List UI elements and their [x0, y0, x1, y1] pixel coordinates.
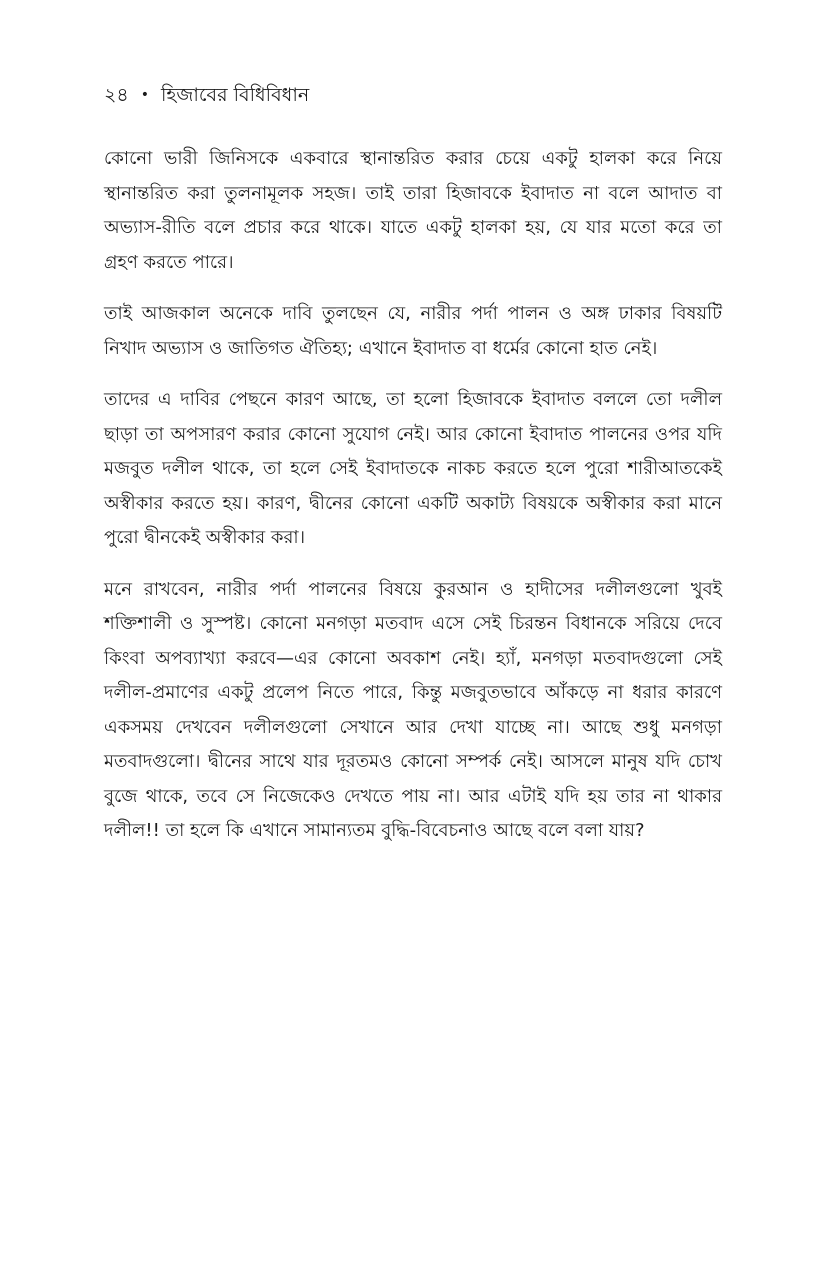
header-separator: • [140, 87, 149, 103]
running-head [104, 80, 309, 110]
paragraph-3: তাদের এ দাবির পেছনে কারণ আছে, তা হলো হিজাবকে ইবাদাত বললে তো দলীল ছাড়া তা অপসারণ করার কোনো সুযোগ নেই। আর কোনো ইবাদাত পালনের ওপর যদি মজবুত দলীল থাকে, তা হলে সেই ইবাদাতকে নাকচ করতে হলে পুরো শারীআতকেই অস্বীকার করতে হয়। কারণ, দ্বীনের কোনো একটি অকাট্য বিষয়কে অস্বীকার করা মানে পুরো দ্বীনকেই অস্বীকার করা। [104, 389, 722, 548]
body-text [104, 142, 722, 866]
paragraph-1: কোনো ভারী জিনিসকে একবারে স্থানান্তরিত করার চেয়ে একটু হালকা করে নিয়ে স্থানান্তরিত করা তুলনামূলক সহজ। তাই তারা হিজাবকে ইবাদাত না বলে আদাত বা অভ্যাস-রীতি বলে প্রচার করে থাকে। যাতে একটু হালকা হয়, যে যার মতো করে তা গ্রহণ করতে পারে। [104, 148, 722, 273]
paragraph-2: তাই আজকাল অনেকে দাবি তুলছেন যে, নারীর পর্দা পালন ও অঙ্গ ঢাকার বিষয়টি নিখাদ অভ্যাস ও জাতিগত ঐতিহ্য; এখানে ইবাদাত বা ধর্মের কোনো হাত নেই। [104, 303, 722, 359]
book-title: হিজাবের বিধিবিধান [160, 84, 310, 106]
page-number: ২৪ [104, 84, 129, 106]
paragraph-4: মনে রাখবেন, নারীর পর্দা পালনের বিষয়ে কুরআন ও হাদীসের দলীলগুলো খুবই শক্তিশালী ও সুস্পষ্ট। কোনো মনগড়া মতবাদ এসে সেই চিরন্তন বিধানকে সরিয়ে দেবে কিংবা অপব্যাখ্যা করবে—এর কোনো অবকাশ নেই। হ্যাঁ, মনগড়া মতবাদগুলো সেই দলীল-প্রমাণের একটু প্রলেপ নিতে পারে, কিন্তু মজবুতভাবে আঁকড়ে না ধরার কারণে একসময় দেখবেন দলীলগুলো সেখানে আর দেখা যাচ্ছে না। আছে শুধু মনগড়া মতবাদগুলো। দ্বীনের সাথে যার দূরতমও কোনো সম্পর্ক নেই। আসলে মানুষ যদি চোখ বুজে থাকে, তবে সে নিজেকেও দেখতে পায় না। আর এটাই যদি হয় তার না থাকার দলীল!! তা হলে কি এখানে সামান্যতম বুদ্ধি-বিবেচনাও আছে বলে বলা যায়? [104, 578, 722, 841]
